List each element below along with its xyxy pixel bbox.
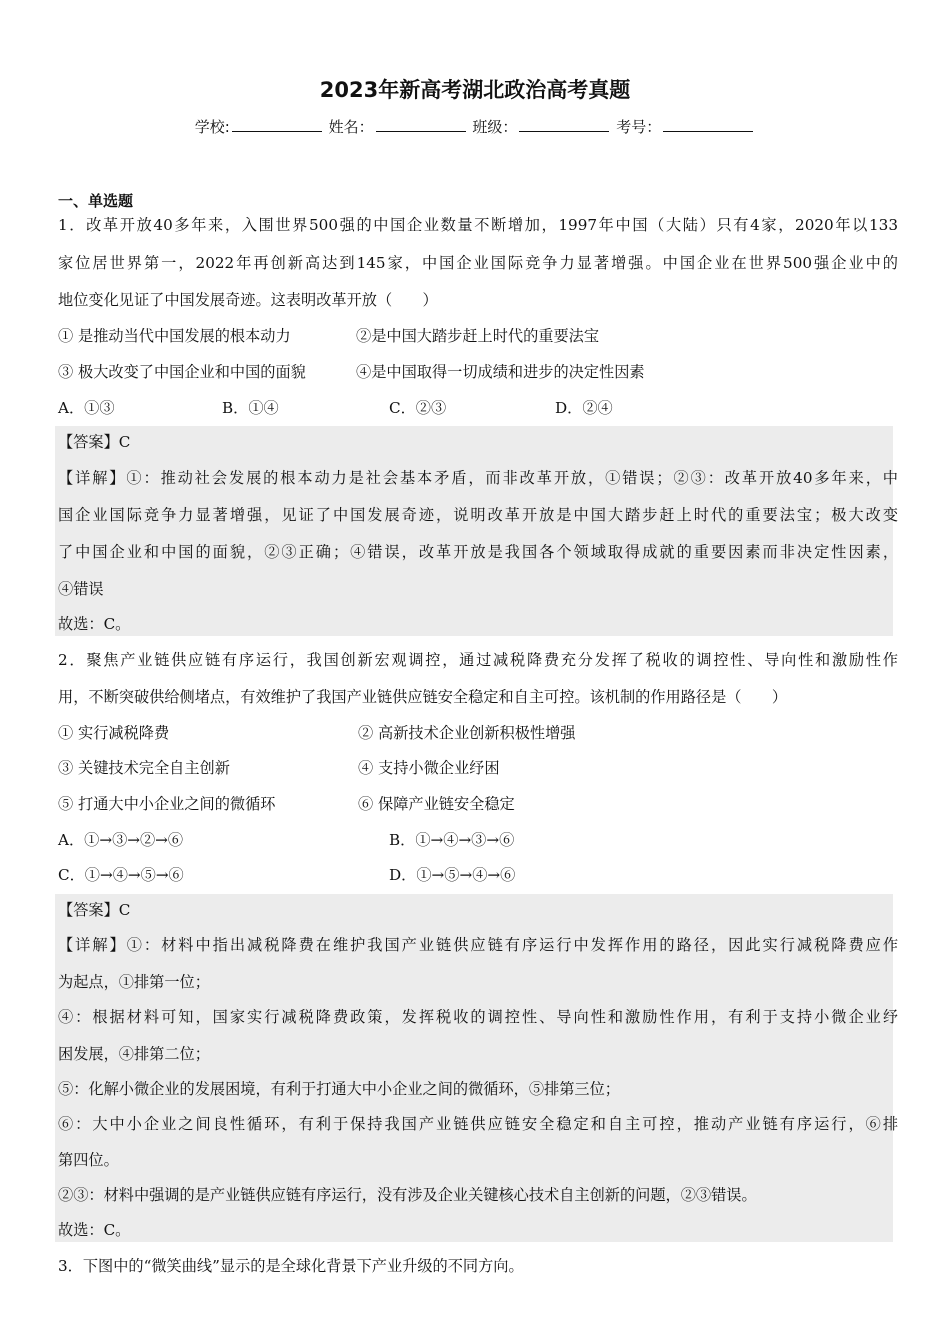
q2-explain-line: ⑥：大中小企业之间良性循环，有利于保持我国产业链供应链安全稳定和自主可控，推动产业链有序运行，⑥排 (58, 1115, 898, 1133)
page-title: 2023年新高考湖北政治高考真题 (319, 78, 631, 102)
q1-explain-line: 了中国企业和中国的面貌，②③正确；④错误，改革开放是我国各个领域取得成就的重要因素而非决定性因素， (58, 543, 898, 561)
q1-option-a[interactable]: A．①③ (58, 399, 115, 417)
q2-explain-line: ⑤：化解小微企业的发展困境，有利于打通大中小企业之间的微循环，⑤排第三位； (58, 1080, 620, 1098)
q2-statement: ① 实行减税降费 (58, 724, 170, 742)
q2-option-c[interactable]: C．①→④→⑤→⑥ (58, 866, 184, 884)
q1-statement: ③ 极大改变了中国企业和中国的面貌 (58, 363, 306, 381)
q2-explain-line: 困发展，④排第二位； (58, 1045, 210, 1063)
q1-statement: ① 是推动当代中国发展的根本动力 (58, 327, 291, 345)
q2-explain-line: ②③：材料中强调的是产业链供应链有序运行，没有涉及企业关键核心技术自主创新的问题，②③错误。 (58, 1186, 757, 1204)
q1-stem-line: 1．改革开放40多年来，入围世界500强的中国企业数量不断增加，1997年中国（大陆）只有4家，2020年以133 (58, 216, 898, 234)
q1-statement: ④是中国取得一切成绩和进步的决定性因素 (356, 363, 645, 381)
q2-statement: ⑥ 保障产业链安全稳定 (358, 795, 515, 813)
q2-stem-line: 用，不断突破供给侧堵点，有效维护了我国产业链供应链安全稳定和自主可控。该机制的作用路径是（ ） (58, 688, 787, 706)
q2-explain-line: ④：根据材料可知，国家实行减税降费政策，发挥税收的调控性、导向性和激励性作用，有利于支持小微企业纾 (58, 1008, 898, 1026)
q2-option-d[interactable]: D．①→⑤→④→⑥ (389, 866, 516, 884)
q1-explain-line: ④错误 (58, 580, 104, 598)
class-label: 班级： (472, 118, 518, 136)
q2-explain-line: 第四位。 (58, 1151, 119, 1169)
q2-statement: ③ 关键技术完全自主创新 (58, 759, 230, 777)
q2-statement: ④ 支持小微企业纾困 (358, 759, 500, 777)
school-blank[interactable] (232, 117, 322, 132)
q2-option-a[interactable]: A．①→③→②→⑥ (58, 831, 184, 849)
q2-option-b[interactable]: B．①→④→③→⑥ (389, 831, 515, 849)
q1-answer: 【答案】C (58, 433, 131, 451)
q1-option-b[interactable]: B．①④ (222, 399, 279, 417)
q1-explain-line: 国企业国际竞争力显著增强，见证了中国发展奇迹，说明改革开放是中国大踏步赶上时代的重要法宝；极大改变 (58, 506, 898, 524)
q2-stem-line: 2．聚焦产业链供应链有序运行，我国创新宏观调控，通过减税降费充分发挥了税收的调控性、导向性和激励性作 (58, 651, 898, 669)
q2-statement: ② 高新技术企业创新积极性增强 (358, 724, 576, 742)
q3-stem: 3．下图中的“微笑曲线”显示的是全球化背景下产业升级的不同方向。 (58, 1257, 524, 1275)
q1-option-c[interactable]: C．②③ (389, 399, 447, 417)
q1-stem-line: 地位变化见证了中国发展奇迹。这表明改革开放（ ） (58, 291, 438, 309)
q1-explain-line: 故选：C。 (58, 615, 131, 633)
student-info-line (0, 116, 950, 137)
exam-number-blank[interactable] (663, 117, 753, 132)
exam-number-label: 考号： (616, 118, 662, 136)
q2-statement: ⑤ 打通大中小企业之间的微循环 (58, 795, 276, 813)
q1-explain-line: 【详解】①：推动社会发展的根本动力是社会基本矛盾，而非改革开放，①错误；②③：改革开放40多年来，中 (58, 469, 898, 487)
q1-option-d[interactable]: D．②④ (555, 399, 613, 417)
q1-stem-line: 家位居世界第一，2022年再创新高达到145家，中国企业国际竞争力显著增强。中国企业在世界500强企业中的 (58, 254, 898, 272)
school-label: 学校: (194, 118, 230, 136)
q2-explain-line: 【详解】①：材料中指出减税降费在维护我国产业链供应链有序运行中发挥作用的路径，因此实行减税降费应作 (58, 936, 898, 954)
q2-explain-line: 为起点，①排第一位； (58, 973, 210, 991)
q2-explain-line: 故选：C。 (58, 1221, 131, 1239)
name-label: 姓名： (328, 118, 374, 136)
name-blank[interactable] (376, 117, 466, 132)
q1-answer-box (55, 426, 893, 636)
q1-statement: ②是中国大踏步赶上时代的重要法宝 (356, 327, 599, 345)
q2-answer: 【答案】C (58, 901, 131, 919)
class-blank[interactable] (519, 117, 609, 132)
section-title: 一、单选题 (58, 192, 134, 210)
